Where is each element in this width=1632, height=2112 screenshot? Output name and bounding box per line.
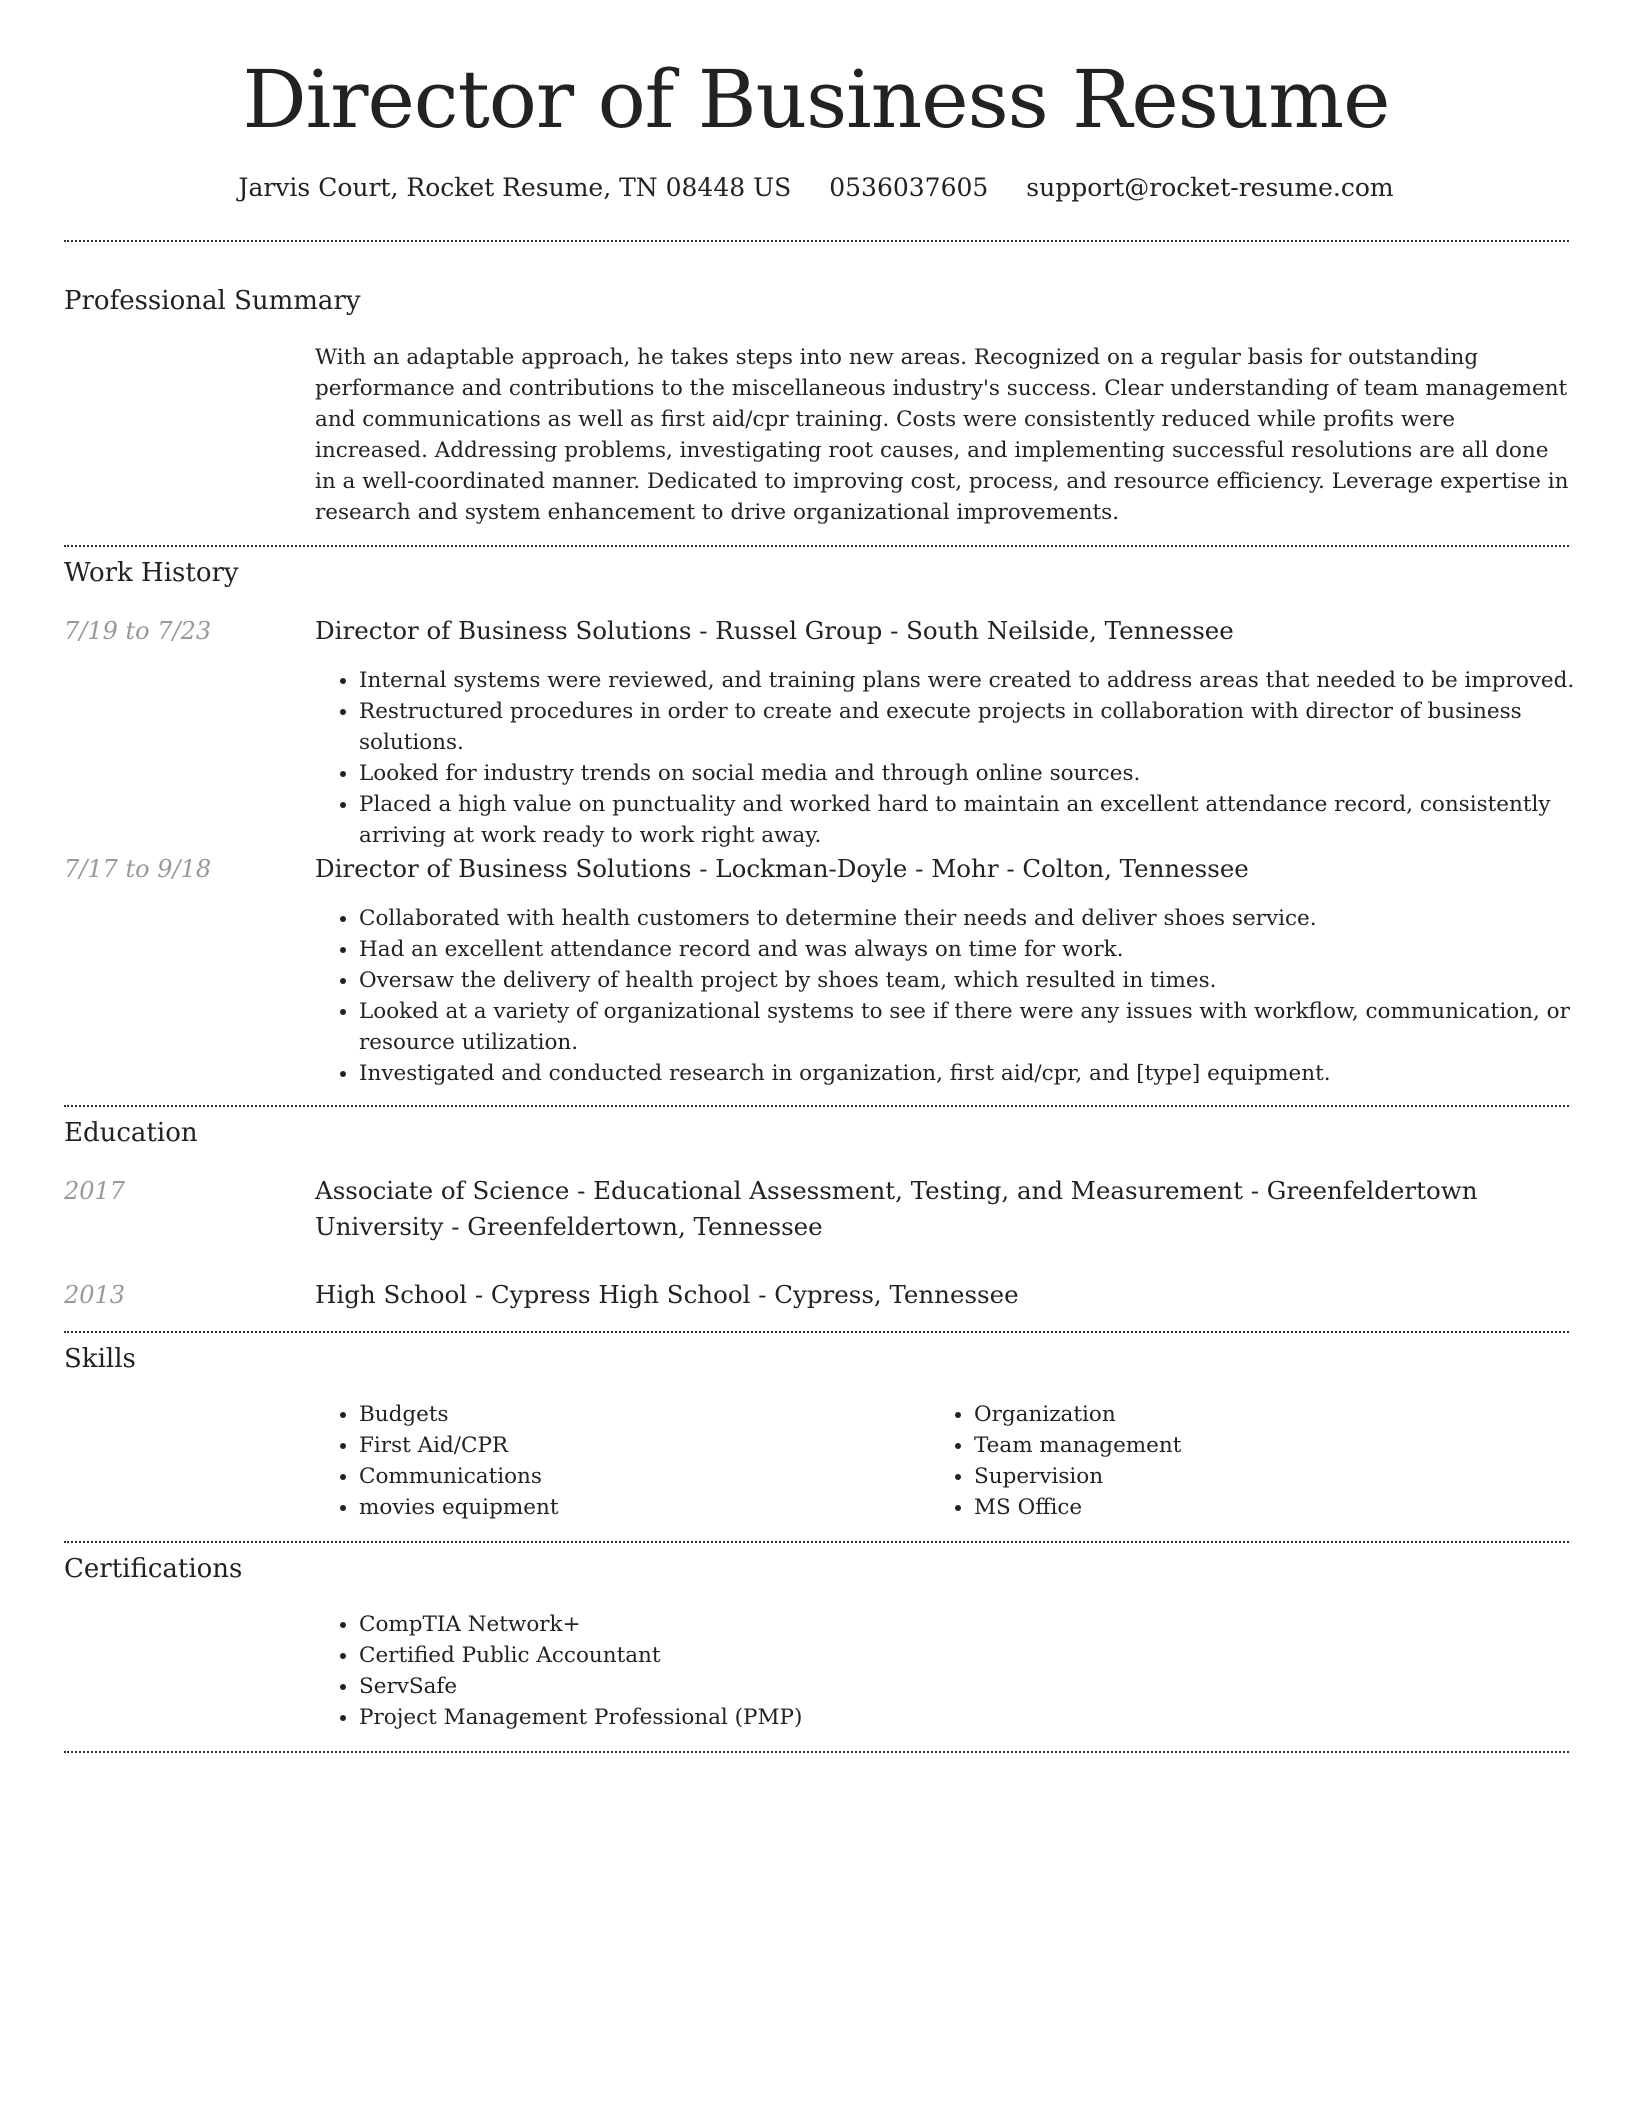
certification-item: • Project Management Professional (PMP): [359, 1702, 1599, 1733]
divider: [64, 1105, 1569, 1107]
job-bullet: • Restructured procedures in order to create and execute projects in collaboration with director of business solutions.: [359, 696, 1599, 758]
skill-item: • Team management: [974, 1430, 1574, 1461]
skill-item: • Supervision: [974, 1461, 1574, 1492]
contact-line: [0, 170, 1632, 206]
skill-item: • movies equipment: [359, 1492, 919, 1523]
divider: [64, 545, 1569, 547]
section-heading-skills: Skills: [64, 1344, 136, 1374]
education-date: 2017: [64, 1177, 126, 1205]
resume-title: Director of Business Resume: [242, 53, 1390, 146]
divider: [64, 1331, 1569, 1333]
job-bullets: [315, 903, 1599, 1089]
job-title: Director of Business Solutions - Russel Group - South Neilside, Tennessee: [315, 616, 1234, 645]
job-bullet: • Looked for industry trends on social media and through online sources.: [359, 758, 1599, 789]
section-heading-education: Education: [64, 1118, 198, 1148]
certification-item: • CompTIA Network+: [359, 1609, 1599, 1640]
education-title: High School - Cypress High School - Cypress, Tennessee: [315, 1280, 1019, 1309]
skill-item: • Communications: [359, 1461, 919, 1492]
job-bullet: • Looked at a variety of organizational systems to see if there were any issues with workflow, communication, or resource utilization.: [359, 996, 1599, 1058]
job-bullet: • Investigated and conducted research in organization, first aid/cpr, and [type] equipment.: [359, 1058, 1599, 1089]
skills-list-left: [315, 1399, 919, 1523]
job-bullet: • Placed a high value on punctuality and worked hard to maintain an excellent attendance record, consistently arriving at work ready to work right away.: [359, 789, 1599, 851]
job-date: 7/19 to 7/23: [64, 617, 212, 645]
education-title: Associate of Science - Educational Assessment, Testing, and Measurement - Greenfeldertown University - Greenfeldertown, Tennessee: [315, 1176, 1478, 1241]
contact-email: support@rocket-resume.com: [1026, 173, 1394, 202]
job-bullet: • Had an excellent attendance record and was always on time for work.: [359, 934, 1599, 965]
section-heading-work-history: Work History: [64, 558, 239, 588]
skill-item: • Budgets: [359, 1399, 919, 1430]
job-bullets: [315, 665, 1599, 851]
section-heading-certifications: Certifications: [64, 1554, 243, 1584]
contact-address: Jarvis Court, Rocket Resume, TN 08448 US: [238, 173, 792, 202]
skills-list-right: [930, 1399, 1574, 1523]
divider: [64, 1751, 1569, 1753]
certification-item: • ServSafe: [359, 1671, 1599, 1702]
certification-item: • Certified Public Accountant: [359, 1640, 1599, 1671]
job-title: Director of Business Solutions - Lockman-Doyle - Mohr - Colton, Tennessee: [315, 854, 1249, 883]
education-date: 2013: [64, 1281, 126, 1309]
skill-item: • Organization: [974, 1399, 1574, 1430]
job-bullet: • Collaborated with health customers to determine their needs and deliver shoes service.: [359, 903, 1599, 934]
certifications-list: [315, 1609, 1599, 1733]
job-bullet: • Internal systems were reviewed, and training plans were created to address areas that needed to be improved.: [359, 665, 1599, 696]
job-bullet: • Oversaw the delivery of health project by shoes team, which resulted in times.: [359, 965, 1599, 996]
section-heading-summary: Professional Summary: [64, 286, 361, 316]
summary-text: With an adaptable approach, he takes steps into new areas. Recognized on a regular basis for outstanding performance and contributions to the miscellaneous industry's success. Clear understanding of team management and communications as well as first aid/cpr training. Costs were consistently reduced while profits were increased. Addressing problems, investigating root causes, and implementing successful resolutions are all done in a well-coordinated manner. Dedicated to improving cost, process, and resource efficiency. Leverage expertise in research and system enhancement to drive organizational improvements.: [315, 345, 1569, 525]
skill-item: • MS Office: [974, 1492, 1574, 1523]
skill-item: • First Aid/CPR: [359, 1430, 919, 1461]
contact-phone: 0536037605: [829, 173, 989, 202]
divider: [64, 240, 1569, 242]
divider: [64, 1541, 1569, 1543]
job-date: 7/17 to 9/18: [64, 855, 212, 883]
